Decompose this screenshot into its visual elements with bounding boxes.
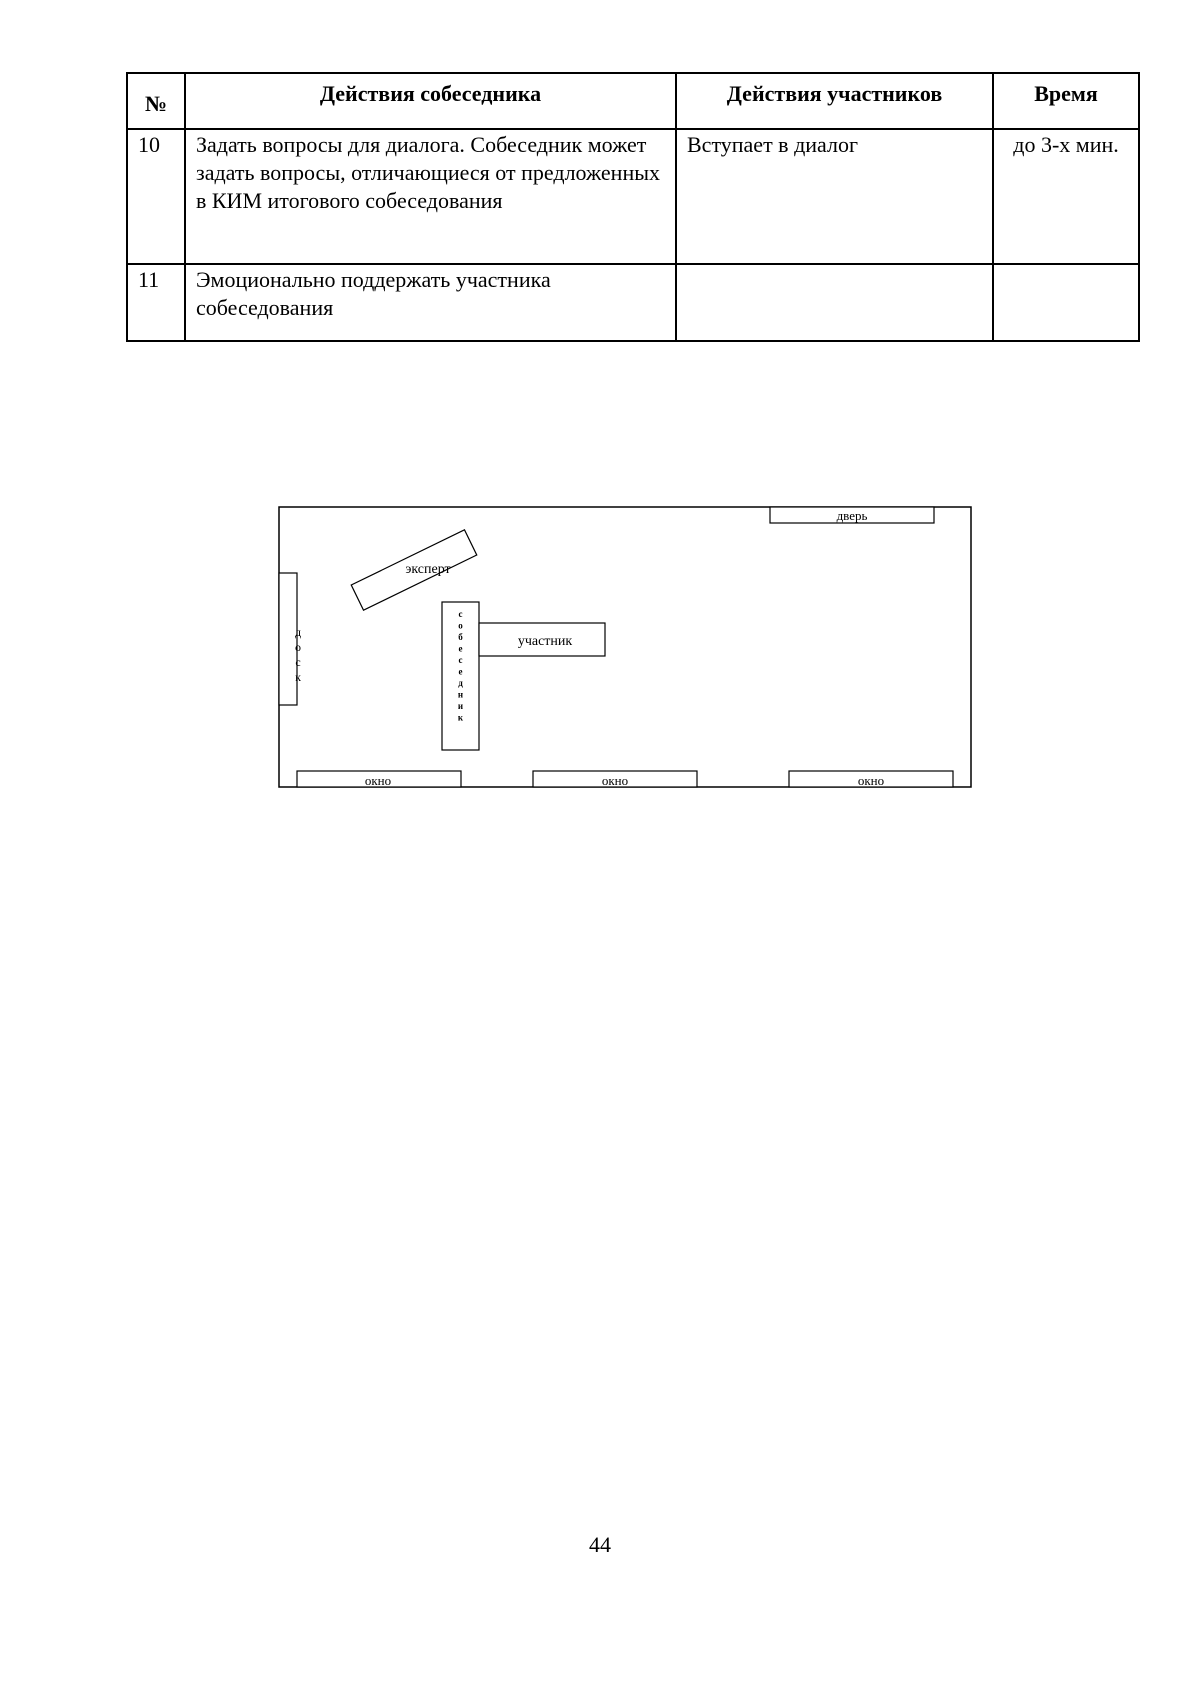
interlocutor-action-cell: Задать вопросы для диалога. Собеседник может задать вопросы, отличающиеся от предложенных в КИМ итогового собеседования: [185, 129, 676, 264]
interlocutor-table: [442, 602, 479, 750]
door-label: дверь: [836, 508, 868, 523]
table-row: [127, 264, 1139, 341]
window-label: окно: [601, 773, 629, 788]
header-participant-actions: Действия участников: [676, 73, 993, 129]
window-2: [533, 771, 697, 788]
participant-table: [479, 623, 605, 656]
participant-label: участник: [517, 634, 573, 649]
time-cell: [993, 264, 1139, 341]
room-outline: [279, 507, 971, 787]
table-header-row: [127, 73, 1139, 129]
window-label: окно: [364, 773, 392, 788]
window-3: [789, 771, 953, 788]
board: [279, 573, 301, 705]
window-label: окно: [857, 773, 885, 788]
window-1: [297, 771, 461, 788]
time-cell: до 3-х мин.: [993, 129, 1139, 264]
row-number: 11: [127, 264, 185, 341]
interlocutor-label: с о б е с е д н и к: [457, 609, 464, 723]
header-interlocutor-actions: Действия собеседника: [185, 73, 676, 129]
participant-action-cell: Вступает в диалог: [676, 129, 993, 264]
interlocutor-action-cell: Эмоционально поддержать участника собеседования: [185, 264, 676, 341]
participant-action-cell: [676, 264, 993, 341]
door: [770, 507, 934, 523]
row-number: 10: [127, 129, 185, 264]
header-time: Время: [993, 73, 1139, 129]
schedule-table: [126, 72, 1140, 342]
table-row: [127, 129, 1139, 264]
page-number: 44: [589, 1532, 611, 1557]
header-number: №: [127, 73, 185, 129]
board-label: д о с к: [294, 625, 302, 684]
expert-label: эксперт: [405, 562, 451, 577]
room-layout-diagram: [278, 506, 973, 792]
